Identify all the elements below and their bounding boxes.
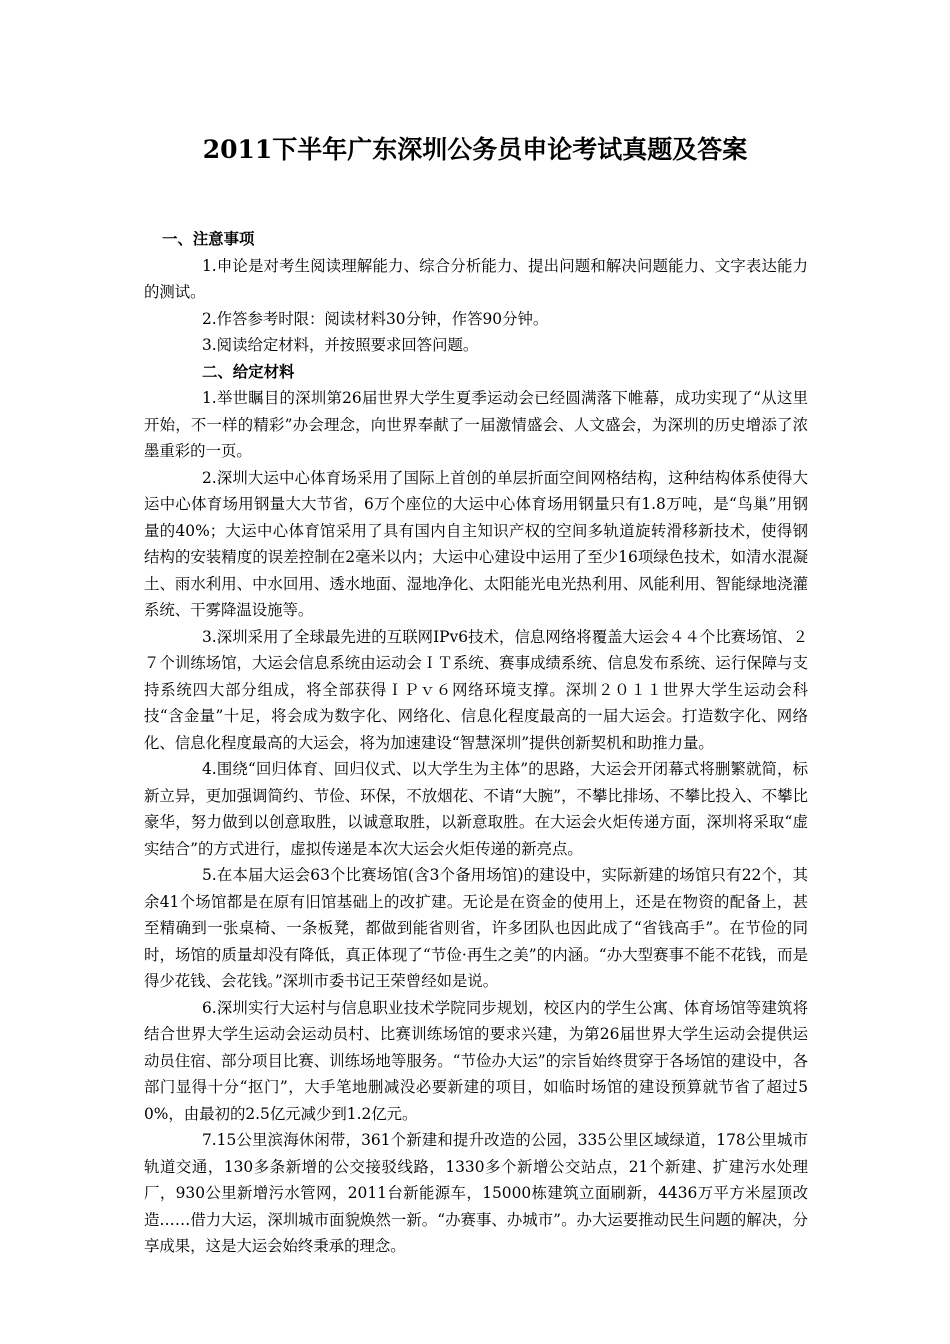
material-paragraph: 3.深圳采用了全球最先进的互联网IPv6技术，信息网络将覆盖大运会４４个比赛场馆、２７个训练场馆，大运会信息系统由运动会ＩＴ系统、赛事成绩系统、信息发布系统、运行保障与支持系统四大部分组成，将全部获得ＩＰｖ６网络环境支撑。深圳２０１１世界大学生运动会科技“含金量”十足，将会成为数字化、网络化、信息化程度最高的一届大运会。打造数字化、网络化、信息化程度最高的大运会，将为加速建设“智慧深圳”提供创新契机和助推力量。	[144, 627, 808, 752]
material-paragraph: 5.在本届大运会63个比赛场馆(含3个备用场馆)的建设中，实际新建的场馆只有22个，其余41个场馆都是在原有旧馆基础上的改扩建。无论是在资金的使用上，还是在物资的配备上，甚至精确到一张桌椅、一条板凳，都做到能省则省，许多团队也因此成了“省钱高手”。在节俭的同时，场馆的质量却没有降低，真正体现了“节俭·再生之美”的内涵。“办大型赛事不能不花钱，而是得少花钱、会花钱。”深圳市委书记王荣曾经如是说。	[144, 866, 808, 990]
material-paragraph: 2.深圳大运中心体育场采用了国际上首创的单层折面空间网格结构，这种结构体系使得大运中心体育场用钢量大大节省，6万个座位的大运中心体育场用钢量只有1.8万吨，是“鸟巢”用钢量的40%；大运中心体育馆采用了具有国内自主知识产权的空间多轨道旋转滑移新技术，使得钢结构的安装精度的误差控制在2毫米以内；大运中心建设中运用了至少16项绿色技术，如清水混凝土、雨水利用、中水回用、透水地面、湿地净化、太阳能光电光热利用、风能利用、智能绿地浇灌系统、干雾降温设施等。	[144, 468, 808, 619]
material-paragraph: 7.15公里滨海休闲带，361个新建和提升改造的公园，335公里区域绿道，178公里城市轨道交通，130多条新增的公交接驳线路，1330多个新增公交站点，21个新建、扩建污水处理厂，930公里新增污水管网，2011台新能源车，15000栋建筑立面刷新，4436万平方米屋顶改造……借力大运，深圳城市面貌焕然一新。“办赛事、办城市”。办大运要推动民生问题的解决，分享成果，这是大运会始终秉承的理念。	[144, 1131, 808, 1255]
material-paragraph: 6.深圳实行大运村与信息职业技术学院同步规划，校区内的学生公寓、体育场馆等建筑将结合世界大学生运动会运动员村、比赛训练场馆的要求兴建，为第26届世界大学生运动会提供运动员住宿、部分项目比赛、训练场地等服务。“节俭办大运”的宗旨始终贯穿于各场馆的建设中，各部门显得十分“抠门”，大手笔地删减没必要新建的项目，如临时场馆的建设预算就节省了超过50%，由最初的2.5亿元减少到1.2亿元。	[144, 998, 808, 1123]
section-heading-notes: 一、注意事项	[162, 230, 255, 248]
document-body	[144, 226, 808, 1260]
notes-paragraph: 2.作答参考时限：阅读材料30分钟，作答90分钟。	[202, 309, 549, 328]
notes-paragraph: 3.阅读给定材料，并按照要求回答问题。	[202, 336, 479, 354]
section-heading-materials: 二、给定材料	[202, 362, 295, 381]
page-title: 2011下半年广东深圳公务员申论考试真题及答案	[202, 135, 748, 164]
material-paragraph: 4.围绕“回归体育、回归仪式、以大学生为主体”的思路，大运会开闭幕式将删繁就简，标新立异，更加强调简约、节俭、环保，不放烟花、不请“大腕”，不攀比排场、不攀比投入、不攀比豪华，努力做到以创意取胜，以诚意取胜，以新意取胜。在大运会火炬传递方面，深圳将采取“虚实结合”的方式进行，虚拟传递是本次大运会火炬传递的新亮点。	[144, 760, 808, 858]
notes-paragraph: 1.申论是对考生阅读理解能力、综合分析能力、提出问题和解决问题能力、文字表达能力的测试。	[144, 256, 808, 301]
material-paragraph: 1.举世瞩目的深圳第26届世界大学生夏季运动会已经圆满落下帷幕，成功实现了“从这里开始，不一样的精彩”办会理念，向世界奉献了一届激情盛会、人文盛会，为深圳的历史增添了浓墨重彩的一页。	[144, 389, 808, 460]
